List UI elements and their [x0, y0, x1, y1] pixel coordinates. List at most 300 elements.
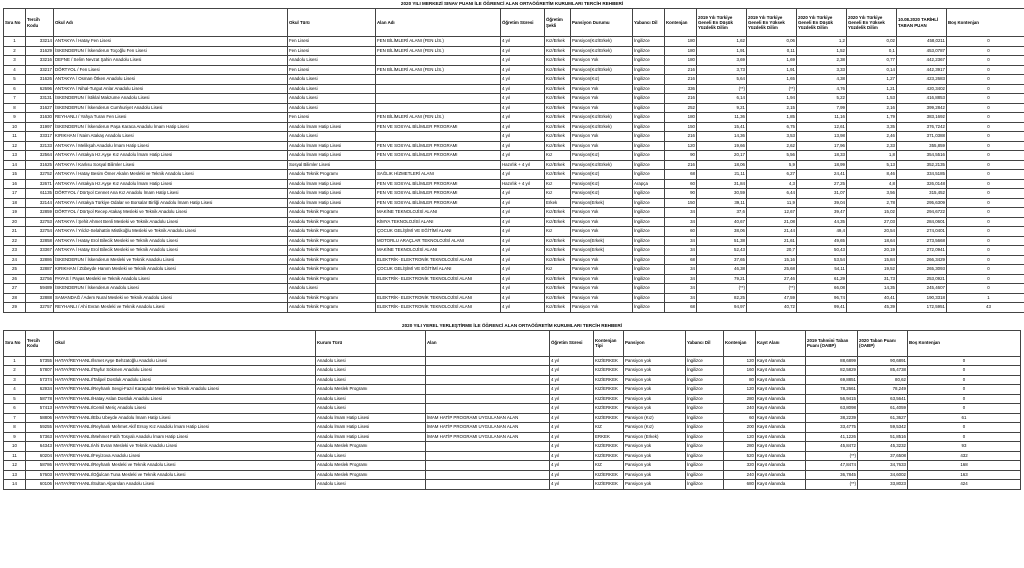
- table-cell: ANTAKYA / Osman Ötken Anadolu Lisesi: [54, 75, 288, 85]
- table-cell: İngilizce: [686, 480, 724, 490]
- table-cell: Pansiyon(Kız): [571, 151, 633, 161]
- table-cell: 4,38: [797, 75, 847, 85]
- table-cell: İngilizce: [686, 375, 724, 385]
- table-cell: 0: [947, 284, 1024, 294]
- table-cell: Pansiyon Yok: [571, 303, 633, 313]
- table-cell: 34: [665, 208, 697, 218]
- table-cell: İngilizce: [633, 56, 665, 66]
- table-cell: 8: [4, 423, 26, 433]
- table-cell: 36,7845: [806, 470, 858, 480]
- table-cell: 14,35: [847, 284, 897, 294]
- table-cell: Sosyal Bilimler Lisesi: [288, 160, 376, 170]
- table-cell: 32888: [26, 293, 54, 303]
- table-row: [4, 151, 1024, 161]
- table-cell: 32564: [26, 151, 54, 161]
- table-cell: 0: [947, 170, 1024, 180]
- table-cell: KİMYA TEKNOLOJİSİ ALANI: [376, 217, 501, 227]
- table-cell: Anadolu Teknik Programı: [288, 265, 376, 275]
- table-cell: ANTAKYA / Antakya Hz.Ayşe Kız Anadolu İmam Hatip Lisesi: [54, 151, 288, 161]
- table-cell: 0: [947, 103, 1024, 113]
- column-header: Alan Adı: [376, 9, 501, 37]
- table-cell: ELEKTRİK- ELEKTRONİK TEKNOLOJİSİ ALANI: [376, 255, 501, 265]
- table-cell: FEN VE SOSYAL BİLİMLER PROGRAMI: [376, 122, 501, 132]
- table-cell: KIZ/ERKEK: [594, 413, 624, 423]
- table-cell: ANTAKYA / Hatay Erol Bilecik Mesleki ve Teknik Anadolu Lisesi: [54, 246, 288, 256]
- table-cell: 4 yıl: [501, 132, 545, 142]
- table-cell: 3: [4, 56, 26, 66]
- table-cell: 31627: [26, 103, 54, 113]
- table-cell: Kayıt Alanında: [756, 404, 806, 414]
- column-header: Kontenjan: [665, 9, 697, 37]
- table-row: [4, 103, 1024, 113]
- table-cell: 53,54: [797, 255, 847, 265]
- table-cell: 4 yıl: [550, 470, 594, 480]
- table-cell: Kız/Erkek: [545, 94, 571, 104]
- table-cell: Pansiyon Yok: [571, 227, 633, 237]
- table-cell: KIZ/ERKEK: [594, 470, 624, 480]
- table-cell: 28: [4, 293, 26, 303]
- table-cell: 12,67: [747, 208, 797, 218]
- table-cell: 0: [947, 122, 1024, 132]
- table-cell: Anadolu İmam Hatip Lisesi: [316, 423, 426, 433]
- table-cell: 520: [724, 451, 756, 461]
- table-cell: 6,14: [697, 94, 747, 104]
- table-cell: 0,77: [847, 56, 897, 66]
- table-row: [4, 84, 1024, 94]
- table-cell: 4 yıl: [550, 461, 594, 471]
- table-cell: 34: [665, 217, 697, 227]
- table-cell: Fen Lisesi: [288, 65, 376, 75]
- table-cell: 180: [665, 37, 697, 47]
- table-cell: Fen Lisesi: [288, 46, 376, 56]
- central-exam-table: [3, 8, 1024, 313]
- table-cell: 68: [665, 303, 697, 313]
- table-cell: 252: [665, 103, 697, 113]
- table-cell: 120: [724, 385, 756, 395]
- table-row: [4, 246, 1024, 256]
- table-cell: HATAY/REYHANLI/Reyhanlı Sevgi-Fazıl Karaçadır Mesleki ve Teknik Anadolu Lisesi: [54, 385, 316, 395]
- table-cell: 1,69: [747, 56, 797, 66]
- table-cell: Anadolu İmam Hatip Lisesi: [288, 141, 376, 151]
- table-cell: 99,41: [797, 303, 847, 313]
- table-cell: 0: [908, 432, 1021, 442]
- table-cell: 0: [947, 141, 1024, 151]
- table-cell: 38,2239: [806, 413, 858, 423]
- table-row: [4, 227, 1024, 237]
- table-cell: 4,76: [797, 84, 847, 94]
- table-cell: Anadolu Lisesi: [316, 366, 426, 376]
- table-cell: 1,2: [797, 37, 847, 47]
- table-cell: 19,52: [847, 265, 897, 275]
- table-cell: Pansiyon yok: [624, 366, 686, 376]
- table-cell: Kız/Erkek: [545, 65, 571, 75]
- table-cell: İngilizce: [633, 208, 665, 218]
- table-cell: 94,97: [697, 303, 747, 313]
- table-cell: [426, 480, 550, 490]
- table-cell: Pansiyon yok: [624, 385, 686, 395]
- table-cell: Pansiyon yok: [624, 461, 686, 471]
- table1-title: 2020 YILI MERKEZİ SINAV PUANI İLE ÖĞRENCİ ALAN ORTAÖĞRETİM KURUMLARI TERCİH REHBERİ: [400, 1, 624, 6]
- table-cell: 120: [724, 356, 756, 366]
- table-cell: Kayıt Alanında: [756, 480, 806, 490]
- table-cell: 24: [4, 255, 26, 265]
- table-cell: 4 yıl: [501, 84, 545, 94]
- table-cell: 180: [665, 46, 697, 56]
- table-cell: 1,65: [747, 75, 797, 85]
- table-cell: 78,249: [858, 385, 908, 395]
- table-cell: KIZ: [594, 423, 624, 433]
- table-cell: HATAY/REYHANLI/Tayfur Sökmen Anadolu Lisesi: [54, 366, 316, 376]
- table-cell: 0: [908, 385, 1021, 395]
- table-cell: 5,13: [847, 160, 897, 170]
- table-cell: 4 yıl: [501, 255, 545, 265]
- table-cell: KIZ/ERKEK: [594, 404, 624, 414]
- table-cell: 10: [4, 122, 26, 132]
- table-cell: [426, 451, 550, 461]
- table-cell: 32754: [26, 227, 54, 237]
- table-cell: 120: [665, 141, 697, 151]
- table-cell: [426, 366, 550, 376]
- table-cell: İngilizce: [633, 227, 665, 237]
- table-cell: Anadolu İmam Hatip Lisesi: [288, 189, 376, 199]
- table1-header-row: [4, 9, 1024, 37]
- table-cell: 13,98: [797, 132, 847, 142]
- table-cell: 31630: [26, 113, 54, 123]
- table-cell: 5,64: [697, 75, 747, 85]
- table-cell: 216: [665, 65, 697, 75]
- table-cell: 37,6508: [858, 451, 908, 461]
- table-row: [4, 442, 1021, 452]
- table-cell: 0: [947, 179, 1024, 189]
- table-cell: ANTAKYA / Antakya Hz.Ayşe Kız Anadolu İmam Hatip Lisesi: [54, 179, 288, 189]
- table-cell: İSKENDERUN / İstiklal Makzume Anadolu Lisesi: [54, 94, 288, 104]
- table-cell: Anadolu Meslek Programı: [316, 461, 426, 471]
- table-cell: İSKENDERUN / İskenderun Toçoğlu Fen Lisesi: [54, 46, 288, 56]
- table-cell: 25,68: [747, 265, 797, 275]
- table2-title: 2020 YILI YEREL YERLEŞTİRME İLE ÖĞRENCİ ALAN ORTAÖĞRETİM KURUMLARI TERCİH REHBERİ: [402, 322, 622, 328]
- table-cell: 2: [4, 46, 26, 56]
- table-row: [4, 356, 1021, 366]
- table-cell: 21,08: [747, 217, 797, 227]
- table-cell: Pansiyon Yok: [571, 84, 633, 94]
- table-cell: 23: [4, 246, 26, 256]
- table-cell: 80,62: [858, 375, 908, 385]
- table-cell: 0: [908, 394, 1021, 404]
- table-row: [4, 255, 1024, 265]
- table-cell: 4 yıl: [550, 356, 594, 366]
- table-cell: İMAM HATİP PROGRAMI UYGULANAN ALAN: [426, 413, 550, 423]
- table-cell: Pansiyon Yok: [571, 141, 633, 151]
- table-cell: 51,8516: [858, 432, 908, 442]
- table-cell: İngilizce: [633, 113, 665, 123]
- table-cell: 0: [947, 236, 1024, 246]
- table-cell: 85,4738: [858, 366, 908, 376]
- table-cell: Pansiyon(Kız): [571, 189, 633, 199]
- table-cell: 216: [665, 75, 697, 85]
- table-row: [4, 94, 1024, 104]
- table-cell: 32144: [26, 198, 54, 208]
- table-cell: 57374: [26, 375, 54, 385]
- table-cell: 20,7: [747, 246, 797, 256]
- table-cell: 32756: [26, 274, 54, 284]
- table-cell: 45,3232: [858, 442, 908, 452]
- table-cell: 4 yıl: [550, 404, 594, 414]
- table-cell: 4 yıl: [501, 189, 545, 199]
- table-cell: 352,2135: [897, 160, 947, 170]
- table-cell: 0: [908, 423, 1021, 433]
- table-cell: KIZ/ERKEK: [594, 366, 624, 376]
- table-cell: 4 yıl: [501, 37, 545, 47]
- table-cell: Anadolu Meslek Programı: [316, 442, 426, 452]
- table-cell: Pansiyon Yok: [571, 217, 633, 227]
- table-cell: Kayıt Alanında: [756, 385, 806, 395]
- column-header: 2020 Yılı Türkiye Geneli En Yüksek Yüzdelik Dilim: [847, 9, 897, 37]
- table-row: [4, 432, 1021, 442]
- table-cell: 2: [4, 366, 26, 376]
- table-cell: 33317: [26, 132, 54, 142]
- table-cell: 49,4: [797, 227, 847, 237]
- table-cell: 0: [947, 160, 1024, 170]
- table-cell: İngilizce: [686, 366, 724, 376]
- table-row: [4, 189, 1024, 199]
- table-cell: Pansiyon yok: [624, 480, 686, 490]
- table-row: [4, 236, 1024, 246]
- table-cell: 15,41: [697, 122, 747, 132]
- table-cell: 12,61: [797, 122, 847, 132]
- table-cell: Anadolu Lisesi: [288, 132, 376, 142]
- table-cell: 78,2661: [806, 385, 858, 395]
- table-cell: İngilizce: [633, 65, 665, 75]
- table-cell: 40,67: [697, 217, 747, 227]
- table-cell: Pansiyon Yok: [571, 208, 633, 218]
- table-cell: KIZ/ERKEK: [594, 451, 624, 461]
- table-row: [4, 470, 1021, 480]
- table-row: [4, 480, 1021, 490]
- table-cell: 34,6002: [858, 470, 908, 480]
- table-cell: 383,1692: [897, 113, 947, 123]
- table-cell: 44,35: [797, 217, 847, 227]
- table-cell: Anadolu Lisesi: [316, 375, 426, 385]
- table-cell: 61,4059: [858, 404, 908, 414]
- table-cell: [426, 375, 550, 385]
- table-cell: 180: [665, 113, 697, 123]
- table-cell: 320: [724, 461, 756, 471]
- table-cell: 18: [4, 198, 26, 208]
- table-cell: 33217: [26, 65, 54, 75]
- table-cell: 21: [4, 227, 26, 237]
- table-cell: 216: [665, 160, 697, 170]
- table-cell: 24,41: [797, 170, 847, 180]
- table-cell: ANTAKYA / Hatay Fen Lisesi: [54, 37, 288, 47]
- table-cell: ANTAKYA / Şehit Ahmet Benli Mesleki ve Teknik Anadolu Lisesi: [54, 217, 288, 227]
- table-cell: 60204: [26, 451, 54, 461]
- table-cell: 245,4607: [897, 284, 947, 294]
- table-cell: Fen Lisesi: [288, 113, 376, 123]
- table-cell: 4: [4, 385, 26, 395]
- table-cell: İngilizce: [633, 122, 665, 132]
- table-cell: Pansiyon (Erkek): [624, 432, 686, 442]
- table-cell: 17,96: [797, 141, 847, 151]
- table-cell: 442,3917: [897, 65, 947, 75]
- table-cell: 57603: [26, 470, 54, 480]
- table-cell: Anadolu Teknik Programı: [288, 236, 376, 246]
- table-cell: Pansiyon(Erkek): [571, 246, 633, 256]
- table-cell: 38,06: [697, 227, 747, 237]
- table-cell: FEN VE SOSYAL BİLİMLER PROGRAMI: [376, 141, 501, 151]
- table-cell: FEN BİLİMLERİ ALANI (FEN LİS.): [376, 113, 501, 123]
- table-cell: 4 yıl: [501, 151, 545, 161]
- table-cell: 18,33: [797, 151, 847, 161]
- table-cell: (**): [806, 480, 858, 490]
- table-cell: Pansiyon (Kız): [624, 413, 686, 423]
- table-cell: 20: [4, 217, 26, 227]
- column-header: Boş Kontenjan: [908, 330, 1021, 356]
- table-cell: 336: [665, 84, 697, 94]
- table-cell: 32858: [26, 236, 54, 246]
- table-cell: Kız/Erkek: [545, 160, 571, 170]
- table-row: [4, 385, 1021, 395]
- table-cell: 57807: [26, 366, 54, 376]
- table-row: [4, 284, 1024, 294]
- table-cell: SAĞLIK HİZMETLERİ ALANI: [376, 170, 501, 180]
- table-cell: Pansiyon Yok: [571, 284, 633, 294]
- table-cell: İngilizce: [686, 404, 724, 414]
- table-cell: 680: [724, 480, 756, 490]
- table-cell: 0: [947, 37, 1024, 47]
- table-cell: 0: [908, 366, 1021, 376]
- table-cell: 37,6: [697, 208, 747, 218]
- table-cell: 19: [4, 208, 26, 218]
- table-cell: Pansiyon(Kız): [571, 75, 633, 85]
- table-cell: 272,0941: [897, 246, 947, 256]
- table-cell: 266,3429: [897, 255, 947, 265]
- table-cell: KIRIKHAN / Zübeyde Hanım Mesleki ve Teknik Anadolu Lisesi: [54, 265, 288, 275]
- table-cell: (**): [697, 284, 747, 294]
- table-cell: HATAY/REYHANLI/Cemil Meriç Anadolu Lisesi: [54, 404, 316, 414]
- table-cell: ANTAKYA / Melikşah Anadolu İmam Hatip Lisesi: [54, 141, 288, 151]
- table-cell: 57355: [26, 356, 54, 366]
- table-cell: Anadolu Lisesi: [316, 404, 426, 414]
- table-cell: 3,33: [797, 65, 847, 75]
- table-cell: 0: [947, 113, 1024, 123]
- table-row: [4, 404, 1021, 414]
- table-cell: 273,5668: [897, 236, 947, 246]
- table-cell: 4 yıl: [501, 65, 545, 75]
- table-row: [4, 132, 1024, 142]
- table-cell: 34: [665, 293, 697, 303]
- table-cell: 354,5516: [897, 151, 947, 161]
- table-cell: 15,84: [847, 255, 897, 265]
- column-header: Öğretim Süresi: [550, 330, 594, 356]
- table-cell: HATAY/REYHANLI/Ebu Ubeyde Anadolu İmam Hatip Lisesi: [54, 413, 316, 423]
- table-cell: 0: [947, 217, 1024, 227]
- table-cell: [426, 404, 550, 414]
- table-cell: 8,46: [847, 170, 897, 180]
- table2-header-row: [4, 330, 1021, 356]
- table-cell: 0: [947, 227, 1024, 237]
- table-cell: İngilizce: [686, 413, 724, 423]
- table-cell: Kız: [545, 265, 571, 275]
- table-cell: 0: [947, 132, 1024, 142]
- table-cell: 453,0787: [897, 46, 947, 56]
- column-header: Öğretim Şekli: [545, 9, 571, 37]
- table-cell: 54,11: [797, 265, 847, 275]
- table-cell: ELEKTRİK- ELEKTRONİK TEKNOLOJİSİ ALANI: [376, 274, 501, 284]
- table-cell: 6,27: [747, 170, 797, 180]
- table-cell: Kız/Erkek: [545, 208, 571, 218]
- table-cell: 62696: [26, 84, 54, 94]
- table-cell: 284,0601: [897, 217, 947, 227]
- table-cell: FEN BİLİMLERİ ALANI (FEN LİS.): [376, 46, 501, 56]
- table-cell: Erkek: [545, 198, 571, 208]
- table-cell: 9,21: [697, 103, 747, 113]
- table-cell: Pansiyon Yok: [571, 255, 633, 265]
- table-row: [4, 179, 1024, 189]
- table-cell: 49,65: [797, 236, 847, 246]
- table-cell: 60: [665, 227, 697, 237]
- table-cell: 1,53: [847, 94, 897, 104]
- table-cell: Anadolu Teknik Programı: [288, 227, 376, 237]
- table-cell: 280: [724, 442, 756, 452]
- table-cell: FEN BİLİMLERİ ALANI (FEN LİS.): [376, 37, 501, 47]
- table-cell: 11: [4, 132, 26, 142]
- column-header: 2020 Yılı Türkiye Geneli En Düşük Yüzdelik Dilim: [797, 9, 847, 37]
- table-cell: DÖRTYOL / Fen Lisesi: [54, 65, 288, 75]
- table-cell: 0: [947, 84, 1024, 94]
- table-cell: 13: [4, 470, 26, 480]
- table-cell: Anadolu İmam Hatip Lisesi: [288, 122, 376, 132]
- table-cell: 79,21: [697, 274, 747, 284]
- table-cell: 240: [724, 470, 756, 480]
- table-cell: KIZ/ERKEK: [594, 375, 624, 385]
- table-cell: 31625: [26, 160, 54, 170]
- table-cell: FEN VE SOSYAL BİLİMLER PROGRAMI: [376, 151, 501, 161]
- table-cell: 280: [724, 394, 756, 404]
- table-cell: 5,22: [797, 94, 847, 104]
- table-cell: 18,99: [797, 160, 847, 170]
- table-cell: Kayıt Alanında: [756, 451, 806, 461]
- table1-body: [4, 37, 1024, 313]
- table-cell: ANTAKYA / Nihal-Turgut Anlar Anadolu Lisesi: [54, 84, 288, 94]
- table-cell: 1,91: [747, 65, 797, 75]
- table-cell: 0: [947, 208, 1024, 218]
- table-cell: 0: [947, 75, 1024, 85]
- table-cell: 355,859: [897, 141, 947, 151]
- table-cell: Anadolu Meslek Programı: [316, 385, 426, 395]
- table-cell: İngilizce: [633, 303, 665, 313]
- table-cell: 2,78: [847, 198, 897, 208]
- table-cell: 6,44: [747, 189, 797, 199]
- table-cell: HATAY/REYHANLI/Reyhanlı Mesleki ve Teknik Anadolu Lisesi: [54, 461, 316, 471]
- table-cell: 160: [724, 366, 756, 376]
- table-cell: 2,15: [747, 103, 797, 113]
- table-cell: 33,4775: [806, 423, 858, 433]
- table-cell: (**): [697, 84, 747, 94]
- table-cell: HATAY/REYHANLI/Ahi Evran Mesleki ve Teknik Anadolu Lisesi: [54, 442, 316, 452]
- table-cell: PAYAS / Payas Mesleki ve Teknik Anadolu Lisesi: [54, 274, 288, 284]
- column-header: Tercih Kodu: [26, 9, 54, 37]
- table-cell: 200: [724, 423, 756, 433]
- table-cell: 1,21: [847, 84, 897, 94]
- table-cell: Anadolu Lisesi: [316, 356, 426, 366]
- column-header: Kontenjan Tipi: [594, 330, 624, 356]
- table-cell: 61,29: [797, 274, 847, 284]
- table-cell: HATAY/REYHANLI/Sultan Alparslan Anadolu Lisesi: [54, 480, 316, 490]
- table-cell: Kız/Erkek: [545, 75, 571, 85]
- table-cell: İngilizce: [633, 84, 665, 94]
- table-cell: İngilizce: [633, 284, 665, 294]
- table-row: [4, 394, 1021, 404]
